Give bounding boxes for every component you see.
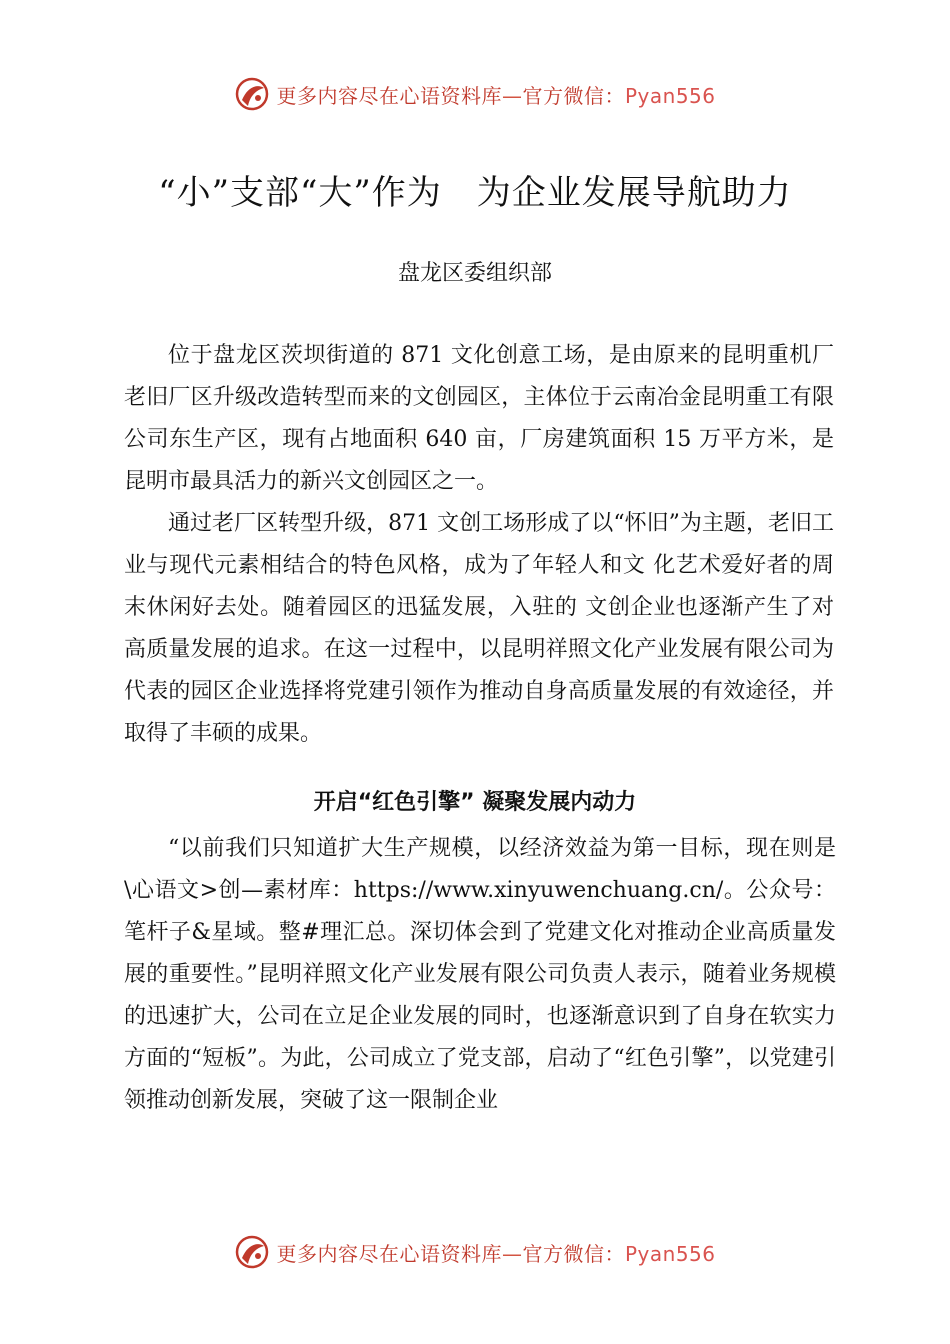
- document-author: 盘龙区委组织部: [397, 261, 552, 286]
- brand-logo-icon: [234, 1234, 270, 1270]
- document-title: “小”支部“大”作为 为企业发展导航助力: [158, 173, 792, 213]
- paragraph: 通过老厂区转型升级，871 文创工场形成了以“怀旧”为主题，老旧工业与现代元素相结合的特色风格，成为了年轻人和文 化艺术爱好者的周末休闲好去处。随着园区的迅猛发展，入驻的 文创企业也逐渐产生了对高质量发展的追求。在这一过程中，以昆明祥照文化产业发展有限公司为代表的园区企业选择将党建引领作为推动自身高质量发展的有效途径，并取得了丰硕的成果。: [124, 511, 834, 746]
- paragraph: “以前我们只知道扩大生产规模，以经济效益为第一目标，现在则是\心语文>创—素材库：https://www.xinyuwenchuang.cn/。公众号：笔杆子&星域。整#理汇总。深切体会到了党建文化对推动企业高质量发展的重要性。”昆明祥照文化产业发展有限公司负责人表示，随着业务规模的迅速扩大，公司在立足企业发展的同时，也逐渐意识到了自身在软实力方面的“短板”。为此，公司成立了党支部，启动了“红色引擎”，以党建引领推动创新发展，突破了这一限制企业: [124, 836, 836, 1113]
- header-banner: [0, 74, 950, 114]
- document-body-section: [124, 828, 836, 1122]
- paragraph: 位于盘龙区茨坝街道的 871 文化创意工场，是由原来的昆明重机厂老旧厂区升级改造转型而来的文创园区，主体位于云南冶金昆明重工有限公司东生产区，现有占地面积 640 亩，厂房建筑面积 15 万平方米，是昆明市最具活力的新兴文创园区之一。: [124, 343, 834, 494]
- banner-text: 更多内容尽在心语资料库—官方微信：Pyan556: [276, 83, 716, 108]
- brand-logo-icon: [234, 76, 270, 112]
- footer-banner: [0, 1232, 950, 1272]
- banner-text: 更多内容尽在心语资料库—官方微信：Pyan556: [276, 1241, 716, 1266]
- section-heading: 开启“红色引擎” 凝聚发展内动力: [313, 790, 637, 815]
- document-body-intro: [124, 335, 834, 755]
